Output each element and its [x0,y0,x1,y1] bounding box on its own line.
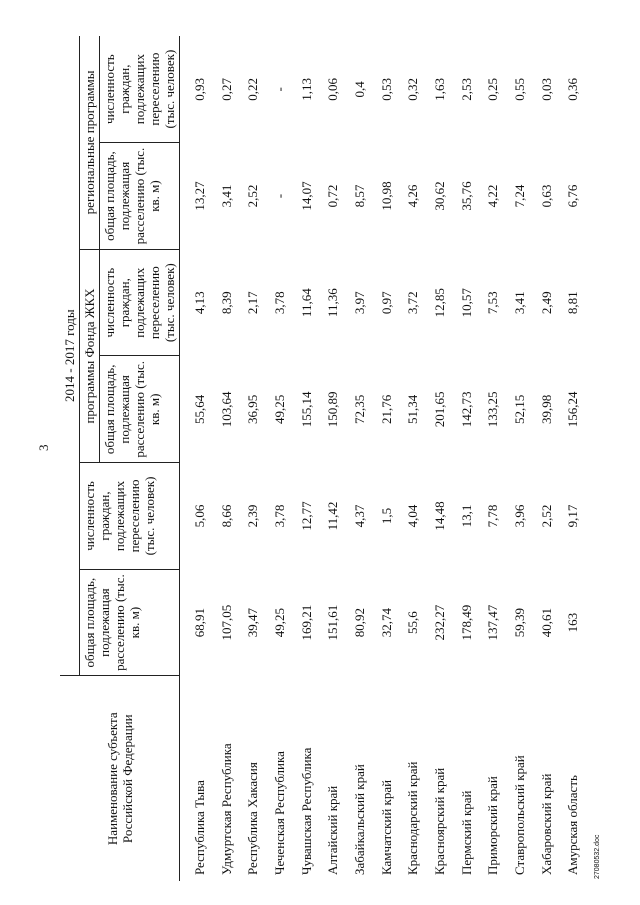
cell-name: Удмуртская Республика [218,743,234,875]
cell-total-area: 107,05 [218,604,234,641]
cell-reg-people: 0,36 [565,77,581,101]
cell-reg-people: 0,06 [325,77,341,101]
cell-reg-area: 7,24 [512,184,528,208]
cell-total-people: 3,96 [512,504,528,528]
cell-name: Республика Хакасия [245,762,261,875]
cell-reg-area: 8,57 [351,184,367,208]
header-subject: Наименование субъекта Российской Федерации [60,676,180,881]
cell-reg-people: 0,27 [218,77,234,101]
cell-reg-people: 0,32 [405,77,421,101]
cell-total-area: 80,92 [351,607,367,638]
cell-fund-people: 4,13 [191,291,207,315]
header-period: 2014 - 2017 годы [60,36,80,676]
cell-fund-people: 0,97 [378,291,394,315]
header-regional-programs: региональные программы [80,36,100,249]
cell-total-people: 2,52 [538,504,554,528]
cell-reg-area: 13,27 [191,181,207,211]
cell-fund-people: 8,81 [565,291,581,315]
cell-total-area: 151,61 [325,604,341,641]
cell-total-people: 4,04 [405,504,421,528]
cell-fund-people: 3,41 [512,291,528,315]
cell-fund-area: 72,35 [351,394,367,424]
header-regional-area: общая площадь, подлежащая расселению (тыс. кв. м) [100,143,180,250]
table-row [400,36,427,881]
table-row [373,36,400,881]
cell-reg-area: 0,63 [538,184,554,208]
cell-total-area: 40,61 [538,607,554,638]
cell-total-area: 59,39 [512,607,528,638]
table-row [453,36,480,881]
cell-reg-area: 6,76 [565,184,581,208]
cell-total-area: 163 [565,612,581,633]
table-row [239,36,266,881]
cell-fund-people: 10,57 [458,288,474,318]
resettlement-table [60,36,586,881]
table-row [560,36,587,881]
table-row [426,36,453,881]
cell-total-area: 178,49 [458,604,474,641]
cell-total-area: 68,91 [191,607,207,638]
cell-fund-area: 52,15 [512,394,528,424]
cell-fund-people: 11,64 [298,288,314,318]
cell-fund-people: 12,85 [432,288,448,318]
cell-fund-area: 156,24 [565,391,581,428]
cell-fund-people: 3,97 [351,291,367,315]
cell-fund-people: 3,78 [271,291,287,315]
cell-name: Забайкальский край [351,764,367,875]
cell-reg-area: 2,52 [245,184,261,208]
cell-name: Республика Тыва [191,780,207,875]
table-row [533,36,560,881]
cell-fund-area: 201,65 [432,391,448,428]
cell-total-people: 4,37 [351,504,367,528]
cell-name: Пермский край [458,790,474,875]
table-row [319,36,346,881]
cell-name: Камчатский край [378,779,394,875]
cell-total-people: 14,48 [432,501,448,531]
cell-name: Приморский край [485,776,501,875]
cell-total-area: 232,27 [432,604,448,641]
cell-reg-area: - [271,193,287,199]
cell-fund-area: 36,95 [245,394,261,424]
table-row [506,36,533,881]
cell-total-area: 39,47 [245,607,261,638]
cell-total-people: 7,78 [485,504,501,528]
cell-fund-area: 55,64 [191,394,207,424]
header-fund-programs: программы Фонда ЖКХ [80,249,100,462]
cell-name: Краснодарский край [405,761,421,875]
cell-reg-people: 1,13 [298,77,314,101]
cell-reg-people: 0,25 [485,77,501,101]
table-row [293,36,320,881]
cell-reg-people: 0,22 [245,77,261,101]
table-row [180,36,213,881]
header-regional-people: численность граждан, подлежащих переселению (тыс. человек) [100,36,180,143]
cell-fund-area: 49,25 [271,394,287,424]
cell-total-area: 32,74 [378,607,394,638]
header-total-area: общая площадь, подлежащая расселению (тыс. кв. м) [80,569,180,676]
resettlement-table-container [60,36,585,881]
cell-total-people: 13,1 [458,504,474,528]
cell-total-people: 11,42 [325,501,341,531]
cell-fund-area: 21,76 [378,394,394,424]
cell-fund-area: 142,73 [458,391,474,428]
table-row [480,36,507,881]
cell-total-people: 8,66 [218,504,234,528]
cell-name: Амурская область [565,775,581,875]
cell-total-people: 9,17 [565,504,581,528]
cell-total-people: 5,06 [191,504,207,528]
cell-fund-area: 133,25 [485,391,501,428]
cell-reg-people: 2,53 [458,77,474,101]
cell-fund-area: 39,98 [538,394,554,424]
cell-fund-people: 11,36 [325,288,341,318]
cell-name: Хабаровский край [538,773,554,875]
table-body [180,36,587,881]
header-fund-people: численность граждан, подлежащих переселению (тыс. человек) [100,249,180,356]
cell-total-area: 169,21 [298,604,314,641]
cell-reg-area: 35,76 [458,181,474,211]
cell-total-area: 137,47 [485,604,501,641]
table-row [346,36,373,881]
cell-name: Чеченская Республика [271,751,287,875]
cell-fund-people: 8,39 [218,291,234,315]
cell-fund-area: 155,14 [298,391,314,428]
cell-reg-people: 1,63 [432,77,448,101]
document-file-name: 27080532.doc [594,834,601,879]
page-number: 3 [36,444,51,451]
cell-reg-area: 3,41 [218,184,234,208]
cell-reg-people: 0,03 [538,77,554,101]
header-total-people: численность граждан, подлежащих переселению (тыс. человек) [80,463,180,570]
cell-fund-area: 103,64 [218,391,234,428]
cell-reg-people: 0,55 [512,77,528,101]
cell-fund-people: 7,53 [485,291,501,315]
cell-reg-people: 0,93 [191,77,207,101]
cell-reg-area: 0,72 [325,184,341,208]
cell-reg-area: 10,98 [378,181,394,211]
cell-reg-people: 0,4 [351,81,367,98]
cell-fund-area: 51,34 [405,394,421,424]
header-fund-area: общая площадь, подлежащая расселению (тыс. кв. м) [100,356,180,463]
cell-total-people: 1,5 [378,507,394,525]
cell-fund-people: 2,49 [538,291,554,315]
cell-reg-area: 30,62 [432,181,448,211]
table-header [60,36,180,881]
table-row [266,36,293,881]
cell-name: Алтайский край [325,785,341,875]
cell-fund-people: 2,17 [245,291,261,315]
cell-name: Красноярский край [432,767,448,875]
cell-total-area: 49,25 [271,607,287,638]
cell-total-people: 3,78 [271,504,287,528]
cell-reg-area: 4,22 [485,184,501,208]
cell-name: Ставропольский край [512,755,528,875]
cell-reg-area: 14,07 [298,181,314,211]
table-row [213,36,240,881]
cell-total-area: 55,6 [405,611,421,634]
cell-total-people: 2,39 [245,504,261,528]
cell-total-people: 12,77 [298,501,314,531]
cell-fund-area: 150,89 [325,391,341,428]
cell-name: Чувашская Республика [298,747,314,875]
cell-fund-people: 3,72 [405,291,421,315]
cell-reg-area: 4,26 [405,184,421,208]
cell-reg-people: 0,53 [378,77,394,101]
cell-reg-people: - [271,87,287,92]
